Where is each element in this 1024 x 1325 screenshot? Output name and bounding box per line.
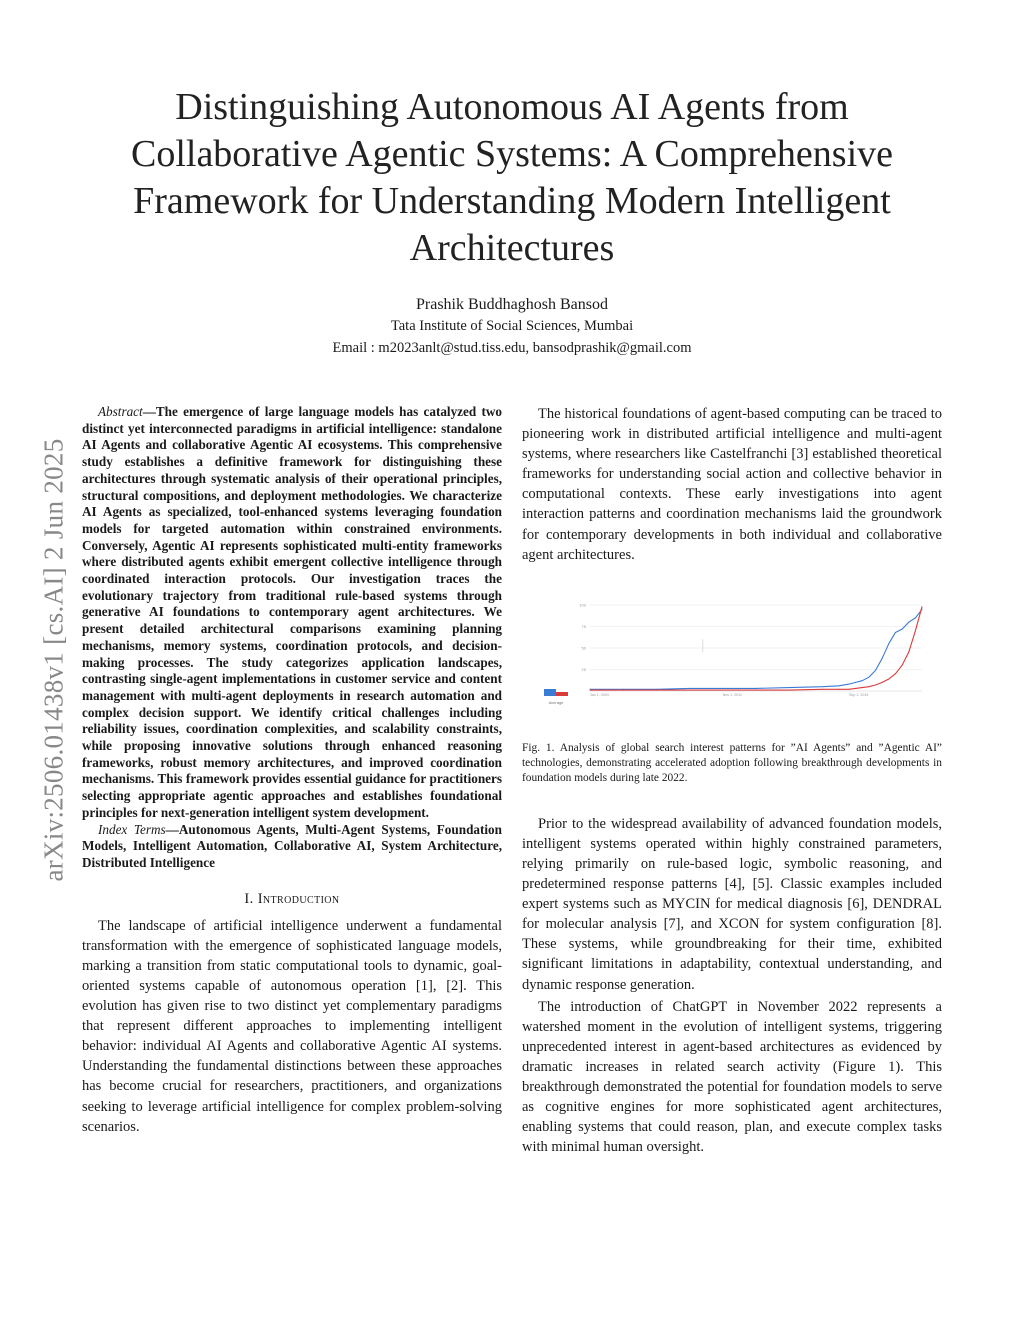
avg-bar-ai-agents bbox=[544, 689, 556, 696]
data-point bbox=[689, 689, 690, 690]
author-name: Prashik Buddhaghosh Bansod bbox=[416, 296, 608, 313]
section-number: I. bbox=[244, 890, 258, 907]
data-point bbox=[922, 606, 923, 607]
author-email: Email : m2023anlt@stud.tiss.edu, bansodprashik@gmail.com bbox=[332, 340, 692, 356]
data-point bbox=[895, 632, 896, 633]
data-point bbox=[848, 683, 849, 684]
affiliation: Tata Institute of Social Sciences, Mumbai bbox=[390, 318, 634, 334]
data-point bbox=[590, 689, 591, 690]
data-point bbox=[888, 643, 889, 644]
data-point bbox=[756, 688, 757, 689]
data-point bbox=[915, 630, 916, 631]
data-point bbox=[862, 680, 863, 681]
section-title: Introduction bbox=[257, 890, 340, 907]
data-point bbox=[789, 687, 790, 688]
data-point bbox=[895, 673, 896, 674]
data-point bbox=[722, 689, 723, 690]
y-tick-label: 75 bbox=[581, 623, 586, 629]
y-tick-label: 50 bbox=[581, 645, 586, 651]
series-line-ai-agents bbox=[590, 609, 922, 689]
abstract bbox=[82, 404, 502, 822]
data-point bbox=[915, 617, 916, 618]
historical-paragraph: The historical foundations of agent-based computing can be traced to pioneering work in distributed artificial intelligence and multi-agent systems, where researchers like Castelfranchi [3] established theoretical frameworks for understanding social action and collective behavior in computational contexts. These early investigations into agent interaction patterns and coordination mechanisms laid the groundwork for contemporary developments in both individual and collaborative agent architectures. bbox=[522, 406, 942, 563]
data-point bbox=[888, 678, 889, 679]
figure-1 bbox=[522, 591, 942, 721]
data-point bbox=[756, 689, 757, 690]
section-heading-introduction bbox=[82, 891, 502, 908]
chatgpt-paragraph: The introduction of ChatGPT in November 2022 represents a watershed moment in the evolution of intelligent systems, triggering unprecedented interest in agent-based architectures as evidenced by dramatic increases in related search activity (Figure 1). This breakthrough demonstrated the potential for foundation models to serve as cognitive engines for more sophisticated agent architectures, enabling systems that could reason, plan, and execute complex tasks with minimal human oversight. bbox=[522, 998, 942, 1156]
prior-paragraph: Prior to the widespread availability of advanced foundation models, intelligent systems operated within highly constrained parameters, relying primarily on rule-based logic, symbolic reasoning, and predetermined response patterns [4], [5]. Classic examples included expert systems such as MYCIN for medical diagnosis [6], DENDRAL for molecular analysis [7], and XCON for system configuration [8]. These systems, while groundbreaking for their time, exhibited significant limitations in adaptability, contextual understanding, and dynamic response generation. bbox=[522, 815, 942, 993]
abstract-text: —The emergence of large language models has catalyzed two distinct yet interconnected paradigms in artificial intelligence: standalone AI Agents and collaborative Agentic AI ecosystems. This comprehensive study establishes a definitive framework for distinguishing these architectures through systematic analysis of their operational principles, structural compositions, and deployment methodologies. We characterize AI Agents as specialized, tool-enhanced systems leveraging foundation models for targeted automation within constrained environments. Conversely, Agentic AI represents sophisticated multi-entity frameworks where distributed agents exhibit emergent collective intelligence through coordinated interaction protocols. Our investigation traces the evolutionary trajectory from traditional rule-based systems through generative AI foundations to contemporary agent architectures. We present detailed architectural comparisons examining planning mechanisms, memory systems, coordination protocols, and decision-making processes. The study categorizes application landscapes, contrasting single-agent implementations in customer service and content management with multi-agent deployments in research automation and complex decision support. We identify critical challenges including reliability issues, coordination complexities, and scalability constraints, while proposing innovative solutions through enhanced reasoning frameworks, robust memory architectures, and improved coordination mechanisms. This framework provides essential guidance for practitioners selecting appropriate agentic approaches and establishes foundational principles for next-generation intelligent system development. bbox=[82, 404, 502, 820]
average-label: Average bbox=[548, 699, 564, 705]
data-point bbox=[656, 689, 657, 690]
data-point bbox=[875, 670, 876, 671]
index-terms bbox=[82, 822, 502, 872]
left-column bbox=[82, 404, 502, 1137]
data-point bbox=[822, 686, 823, 687]
data-point bbox=[908, 621, 909, 622]
right-column bbox=[522, 404, 942, 1157]
index-terms-label: Index Terms bbox=[98, 821, 166, 837]
series-line-agentic-ai bbox=[590, 606, 922, 689]
data-point bbox=[902, 628, 903, 629]
data-point bbox=[839, 689, 840, 690]
data-point bbox=[862, 687, 863, 688]
abstract-label: Abstract bbox=[98, 404, 143, 419]
data-point bbox=[882, 658, 883, 659]
arxiv-stamp: arXiv:2506.01438v1 [cs.AI] 2 Jun 2025 bbox=[38, 438, 69, 882]
y-tick-label: 100 bbox=[579, 602, 586, 608]
data-point bbox=[908, 652, 909, 653]
data-point bbox=[882, 682, 883, 683]
data-point bbox=[722, 688, 723, 689]
data-point bbox=[868, 686, 869, 687]
search-interest-chart bbox=[522, 591, 942, 721]
x-tick-label: Nov 1, 2011 bbox=[722, 692, 742, 697]
paper-title: Distinguishing Autonomous AI Agents from Collaborative Agentic Systems: A Comprehensive Framework for Understanding Modern Intelligent Architectures bbox=[130, 86, 894, 269]
data-point bbox=[789, 689, 790, 690]
data-point bbox=[902, 664, 903, 665]
y-tick-label: 25 bbox=[581, 666, 586, 672]
index-terms-text: —Autonomous Agents, Multi-Agent Systems, Foundation Models, Intelligent Automation, Collaborative AI, System Architecture, Distributed Intelligence bbox=[82, 821, 502, 870]
data-point bbox=[839, 685, 840, 686]
data-point bbox=[623, 689, 624, 690]
x-tick-label: Jan 1, 2004 bbox=[590, 692, 609, 697]
data-point bbox=[848, 689, 849, 690]
x-tick-label: Sep 1, 2019 bbox=[848, 692, 869, 697]
data-point bbox=[822, 689, 823, 690]
data-point bbox=[855, 682, 856, 683]
figure-caption: Fig. 1. Analysis of global search interest patterns for ”AI Agents” and ”Agentic AI” technologies, demonstrating accelerated adoption following breakthrough developments in foundation models during late 2022. bbox=[522, 741, 942, 784]
data-point bbox=[868, 676, 869, 677]
data-point bbox=[855, 688, 856, 689]
data-point bbox=[689, 688, 690, 689]
avg-bar-agentic-ai bbox=[556, 692, 568, 696]
data-point bbox=[875, 684, 876, 685]
intro-paragraph: The landscape of artificial intelligence underwent a fundamental transformation with the emergence of sophisticated language models, marking a transition from static computational tools to dynamic, goal-oriented systems capable of autonomous operation [1], [2]. This evolution has given rise to two distinct yet complementary paradigms that represent different approaches to implementing intelligent behavior: individual AI Agents and collaborative Agentic AI systems. Understanding the fundamental distinctions between these approaches has become crucial for researchers, practitioners, and organizations seeking to leverage artificial intelligence for complex problem-solving scenarios. bbox=[82, 917, 502, 1135]
